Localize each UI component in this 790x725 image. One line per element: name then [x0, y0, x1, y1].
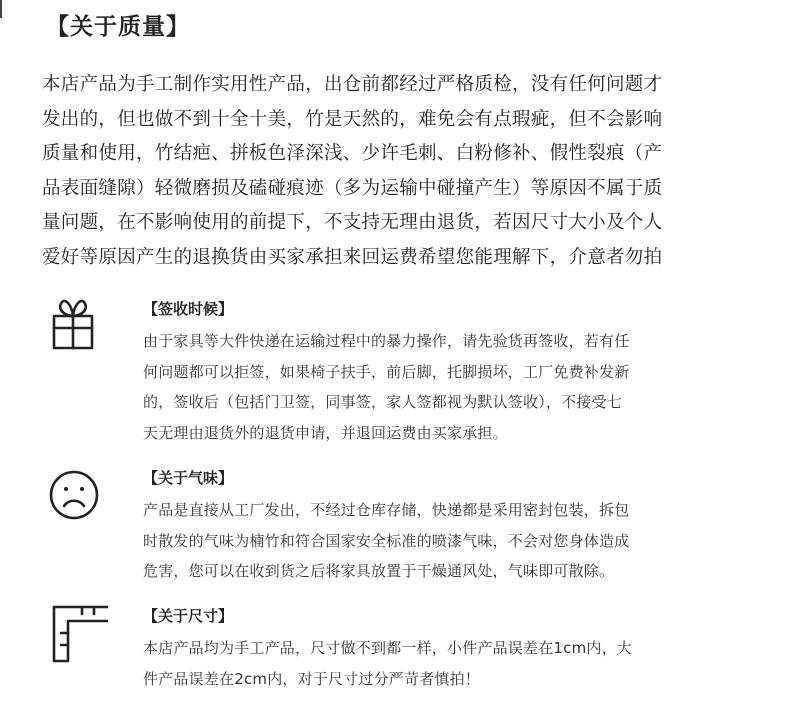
section-line: 危害，您可以在收到货之后将家具放置于干燥通风处，气味即可散除。: [143, 562, 615, 580]
intro-line: 品表面缝隙）轻微磨损及磕碰痕迹（多为运输中碰撞产生）等原因不属于质: [42, 177, 663, 199]
section-line: 本店产品均为手工产品，尺寸做不到都一样，小件产品误差在1cm内，大: [143, 639, 633, 657]
section-heading: 【关于气味】: [143, 469, 234, 487]
section-line: 产品是直接从工厂发出，不经过仓库存储，快递都是采用密封包装，拆包: [143, 501, 630, 519]
ruler-icon: [48, 603, 98, 653]
section-heading: 【关于尺寸】: [143, 607, 234, 625]
section-line: 何问题都可以拒签，如果椅子扶手，前后脚，托脚损坏，工厂免费补发新: [143, 362, 630, 381]
section-line: 天无理由退货外的退货申请，并退回运费由买家承担。: [143, 423, 508, 442]
intro-line: 量问题，在不影响使用的前提下，不支持无理由退货，若因尺寸大小及个人: [42, 212, 663, 233]
section-line: 由于家具等大件快递在运输过程中的暴力操作，请先验货再签收，若有任: [143, 332, 630, 350]
intro-line: 爱好等原因产生的退换货由买家承担来回运费希望您能理解下，介意者勿拍: [42, 246, 663, 268]
intro-line: 发出的，但也做不到十全十美，竹是天然的，难免会有点瑕疵，但不会影响: [42, 108, 663, 130]
page-title: 【关于质量】: [46, 14, 190, 40]
intro-line: 质量和使用，竹结疤、拼板色泽深浅、少许毛刺、白粉修补、假性裂痕（产: [42, 143, 663, 164]
sad-face-icon: [48, 465, 98, 515]
gift-icon: [48, 296, 98, 346]
quality-intro: [42, 68, 762, 275]
intro-line: 本店产品为手工制作实用性产品，出仓前都经过严格质检，没有任何问题才: [42, 74, 663, 95]
left-edge-bar: [0, 0, 2, 18]
section-heading: 【签收时候】: [143, 300, 234, 318]
section-line: 件产品误差在2cm内，对于尺寸过分严苛者慎拍！: [143, 669, 481, 688]
section-line: 的，签收后（包括门卫签，同事签，家人签都视为默认签收），不接受七: [143, 393, 622, 411]
section-line: 时散发的气味为楠竹和符合国家安全标准的喷漆气味，不会对您身体造成: [143, 531, 630, 550]
